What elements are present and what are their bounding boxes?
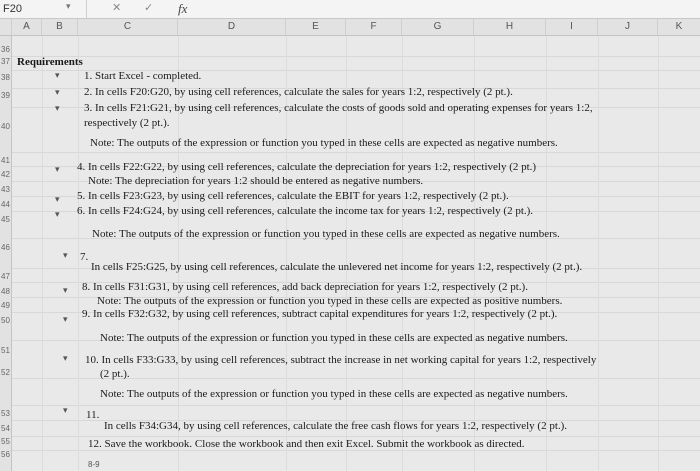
note-line: Note: The depreciation for years 1:2 should be entered as negative numbers. — [88, 175, 424, 187]
column-divider — [658, 36, 659, 471]
requirement-line: 6. In cells F24:G24, by using cell references, calculate the income tax for years 1:2, respectively (2 pt.). — [77, 205, 534, 217]
column-header-c[interactable]: C — [78, 19, 178, 35]
row-number[interactable]: 52 — [1, 368, 10, 377]
row-number[interactable]: 53 — [1, 409, 10, 418]
check-icon[interactable]: ✓ — [144, 1, 154, 14]
close-icon[interactable]: ✕ — [112, 1, 122, 14]
comment-marker-icon: ▾ — [55, 71, 60, 81]
requirement-line: (2 pt.). — [100, 368, 130, 380]
comment-marker-icon: ▾ — [63, 354, 68, 364]
column-header-b[interactable]: B — [42, 19, 78, 35]
row-number[interactable]: 50 — [1, 316, 10, 325]
row-number[interactable]: 56 — [1, 450, 10, 459]
column-divider — [78, 36, 79, 471]
comment-marker-icon: ▾ — [63, 251, 68, 261]
requirement-line: In cells F34:G34, by using cell references, calculate the free cash flows for years 1:2, respectively (2 pt.). — [104, 420, 568, 432]
row-number[interactable]: 55 — [1, 437, 10, 446]
note-line: Note: The outputs of the expression or function you typed in these cells are expected as negative numbers. — [92, 228, 560, 240]
requirement-line: 1. Start Excel - completed. — [84, 70, 202, 82]
row-number[interactable]: 42 — [1, 170, 10, 179]
requirement-line: respectively (2 pt.). — [84, 117, 170, 129]
column-header-k[interactable]: K — [675, 21, 683, 32]
requirement-line: 5. In cells F23:G23, by using cell references, calculate the EBIT for years 1:2, respectively (2 pt.). — [77, 190, 509, 202]
row-number[interactable]: 46 — [1, 243, 10, 252]
function-icon[interactable]: fx — [178, 1, 188, 16]
column-header-f[interactable]: F — [346, 19, 402, 35]
comment-marker-icon: ▾ — [55, 104, 60, 114]
row-divider — [12, 152, 700, 153]
comment-marker-icon: ▾ — [63, 286, 68, 296]
row-divider — [12, 450, 700, 451]
row-number[interactable]: 45 — [1, 215, 10, 224]
column-divider — [42, 36, 43, 471]
row-number[interactable]: 43 — [1, 185, 10, 194]
requirement-line: 4. In cells F22:G22, by using cell references, calculate the depreciation for years 1:2, respectively (2 pt.) — [77, 161, 537, 173]
column-divider — [598, 36, 599, 471]
column-header-d[interactable]: D — [178, 19, 286, 35]
comment-marker-icon: ▾ — [55, 195, 60, 205]
comment-marker-icon: ▾ — [55, 88, 60, 98]
requirement-line: 3. In cells F21:G21, by using cell references, calculate the costs of goods sold and operating expenses for years 1:2, — [84, 102, 593, 114]
requirement-line: 2. In cells F20:G20, by using cell references, calculate the sales for years 1:2, respectively (2 pt.). — [84, 86, 513, 98]
row-number[interactable]: 40 — [1, 122, 10, 131]
formula-bar — [0, 0, 700, 19]
note-line: Note: The outputs of the expression or function you typed in these cells are expected as negative numbers. — [100, 332, 568, 344]
column-header-h[interactable]: H — [474, 19, 546, 35]
row-divider — [12, 436, 700, 437]
comment-marker-icon: ▾ — [55, 210, 60, 220]
comment-marker-icon: ▾ — [63, 406, 68, 416]
requirement-line: 10. In cells F33:G33, by using cell references, subtract the increase in net working capital for years 1:2, respectively — [85, 354, 597, 366]
requirement-number: 11. — [86, 409, 100, 421]
comment-marker-icon: ▾ — [63, 315, 68, 325]
requirement-line: 9. In cells F32:G32, by using cell references, subtract capital expenditures for years 1:2, respectively (2 pt.). — [82, 308, 558, 320]
note-line: Note: The outputs of the expression or function you typed in these cells are expected as negative numbers. — [100, 388, 568, 400]
row-number[interactable]: 44 — [1, 200, 10, 209]
row-number[interactable]: 47 — [1, 272, 10, 281]
row-divider — [12, 56, 700, 57]
requirement-number: 7. — [80, 251, 89, 263]
column-header-j[interactable]: J — [598, 19, 658, 35]
chevron-down-icon[interactable]: ▾ — [66, 2, 71, 12]
row-divider — [12, 405, 700, 406]
row-number[interactable]: 41 — [1, 156, 10, 165]
row-number[interactable]: 48 — [1, 287, 10, 296]
row-number[interactable]: 54 — [1, 424, 10, 433]
row-number[interactable]: 51 — [1, 346, 10, 355]
column-header-i[interactable]: I — [546, 19, 598, 35]
requirements-heading: Requirements — [17, 56, 83, 68]
comment-marker-icon: ▾ — [55, 165, 60, 175]
requirement-line: 12. Save the workbook. Close the workbook and then exit Excel. Submit the workbook as directed. — [88, 438, 525, 450]
column-header-a[interactable]: A — [12, 19, 42, 35]
requirement-line: In cells F25:G25, by using cell references, calculate the unlevered net income for years 1:2, respectively (2 pt.). — [91, 261, 583, 273]
row-number[interactable]: 38 — [1, 73, 10, 82]
select-all-corner[interactable] — [0, 19, 12, 35]
row-number[interactable]: 37 — [1, 57, 10, 66]
sheet-tab[interactable]: 8-9 — [88, 460, 100, 469]
column-header-g[interactable]: G — [402, 19, 474, 35]
row-header — [0, 36, 12, 471]
column-header — [0, 19, 700, 36]
row-number[interactable]: 39 — [1, 91, 10, 100]
row-number[interactable]: 36 — [1, 45, 10, 54]
divider — [86, 0, 87, 18]
row-number[interactable]: 49 — [1, 301, 10, 310]
name-box[interactable]: F20 — [3, 3, 22, 15]
note-line: Note: The outputs of the expression or function you typed in these cells are expected as negative numbers. — [90, 137, 558, 149]
requirement-line: 8. In cells F31:G31, by using cell references, add back depreciation for years 1:2, respectively (2 pt.). — [82, 281, 528, 293]
column-header-e[interactable]: E — [286, 19, 346, 35]
note-line: Note: The outputs of the expression or function you typed in these cells are expected as positive numbers. — [97, 295, 563, 307]
